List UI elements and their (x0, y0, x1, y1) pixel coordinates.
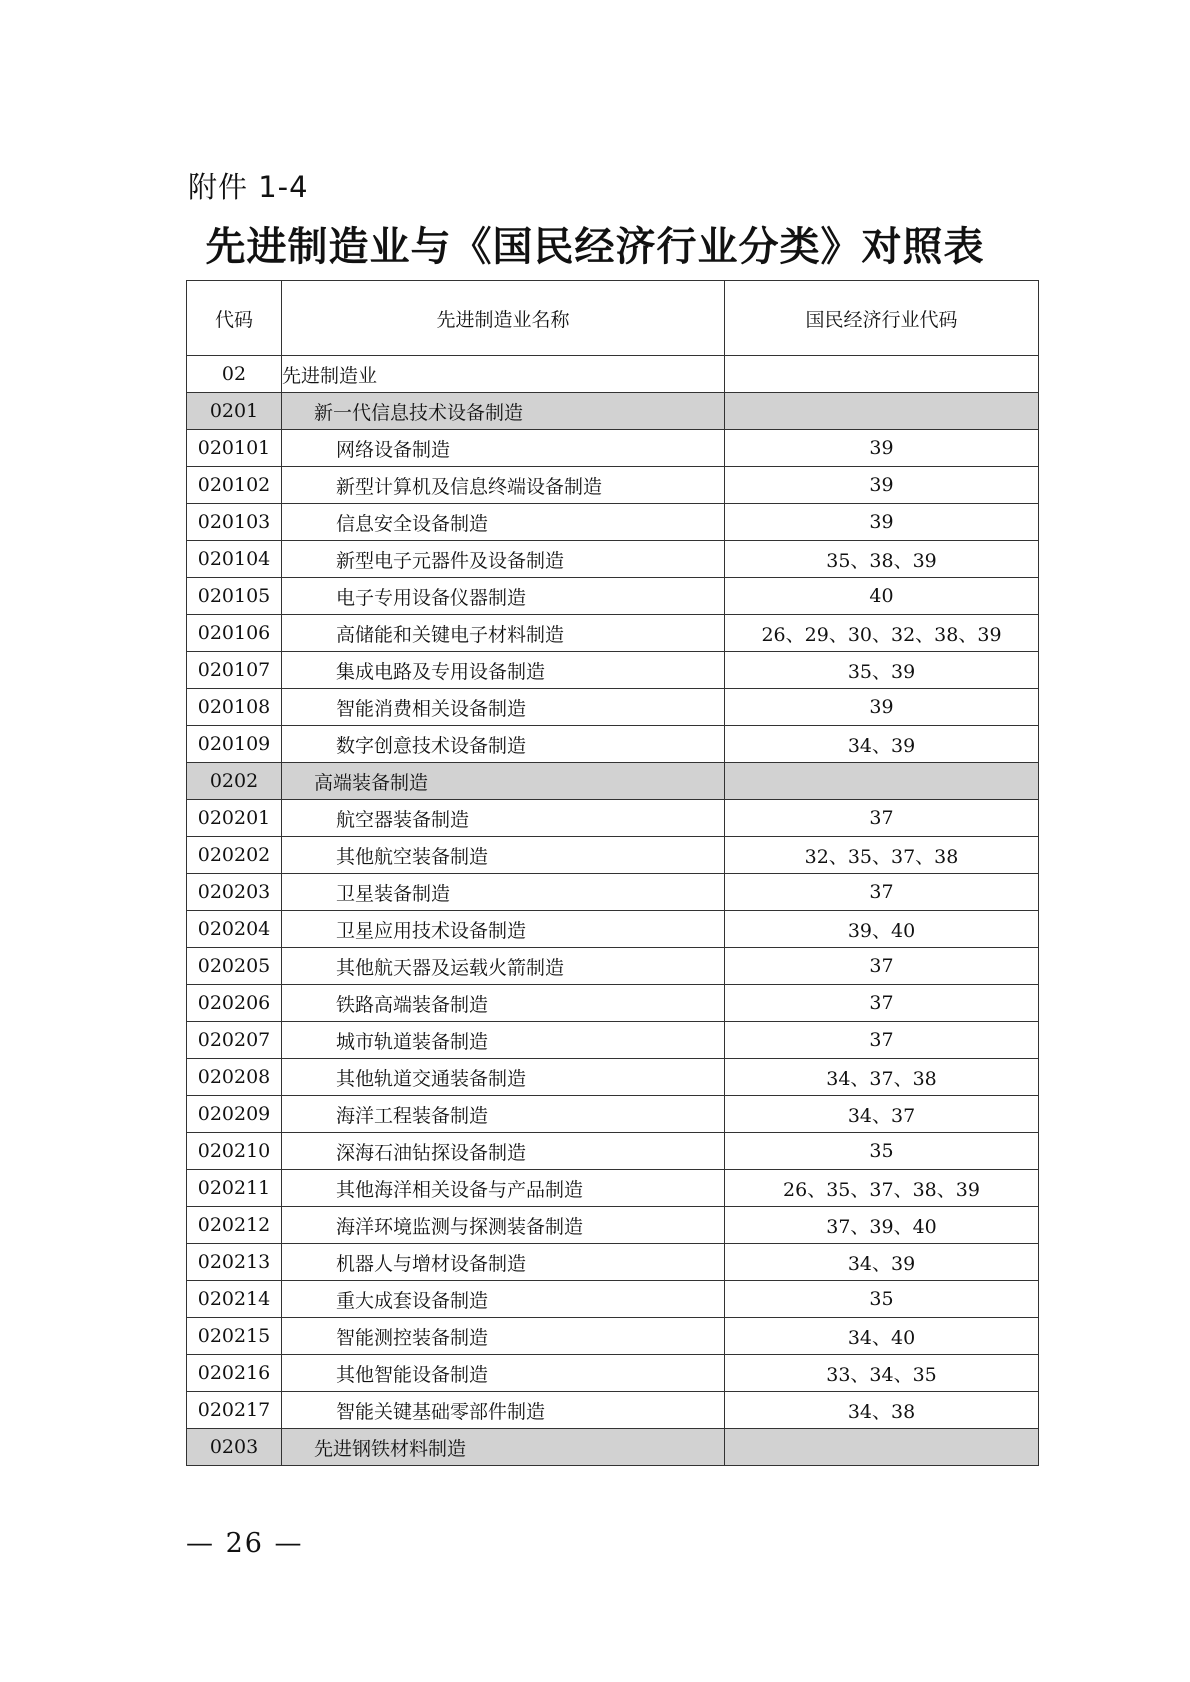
name-cell: 智能关键基础零部件制造 (282, 1392, 725, 1429)
name-cell: 信息安全设备制造 (282, 504, 725, 541)
industry-code-cell: 34、38 (725, 1392, 1039, 1429)
name-cell: 铁路高端装备制造 (282, 985, 725, 1022)
table-row (187, 504, 1039, 541)
industry-code-cell: 32、35、37、38 (725, 837, 1039, 874)
name-cell: 机器人与增材设备制造 (282, 1244, 725, 1281)
name-cell: 电子专用设备仪器制造 (282, 578, 725, 615)
industry-code-cell: 35 (725, 1281, 1039, 1318)
industry-code-cell: 35、39 (725, 652, 1039, 689)
industry-code-cell: 37 (725, 948, 1039, 985)
code-cell: 020205 (187, 948, 282, 985)
code-cell: 020207 (187, 1022, 282, 1059)
industry-code-cell: 33、34、35 (725, 1355, 1039, 1392)
table-row (187, 1170, 1039, 1207)
industry-code-cell (725, 763, 1039, 800)
header-name: 先进制造业名称 (282, 281, 725, 356)
header-industry-code: 国民经济行业代码 (725, 281, 1039, 356)
name-cell: 智能测控装备制造 (282, 1318, 725, 1355)
industry-code-cell: 34、39 (725, 1244, 1039, 1281)
name-cell: 智能消费相关设备制造 (282, 689, 725, 726)
industry-code-cell: 39、40 (725, 911, 1039, 948)
name-cell: 网络设备制造 (282, 430, 725, 467)
table-row (187, 652, 1039, 689)
industry-code-cell: 35、38、39 (725, 541, 1039, 578)
page-number: — 26 — (186, 1528, 304, 1559)
industry-code-cell: 39 (725, 504, 1039, 541)
industry-code-cell: 37、39、40 (725, 1207, 1039, 1244)
name-cell: 集成电路及专用设备制造 (282, 652, 725, 689)
attachment-label: 附件 1-4 (188, 170, 309, 204)
code-cell: 020209 (187, 1096, 282, 1133)
name-cell: 海洋工程装备制造 (282, 1096, 725, 1133)
table-row (187, 874, 1039, 911)
industry-code-cell (725, 393, 1039, 430)
code-cell: 020214 (187, 1281, 282, 1318)
code-cell: 020109 (187, 726, 282, 763)
table-row (187, 837, 1039, 874)
name-cell: 先进钢铁材料制造 (282, 1429, 725, 1466)
industry-code-cell (725, 356, 1039, 393)
code-cell: 020101 (187, 430, 282, 467)
code-cell: 020206 (187, 985, 282, 1022)
name-cell: 先进制造业 (282, 356, 725, 393)
industry-code-cell: 26、35、37、38、39 (725, 1170, 1039, 1207)
category-row (187, 763, 1039, 800)
table-row (187, 985, 1039, 1022)
industry-code-cell: 37 (725, 874, 1039, 911)
name-cell: 城市轨道装备制造 (282, 1022, 725, 1059)
code-cell: 020204 (187, 911, 282, 948)
code-cell: 020106 (187, 615, 282, 652)
code-cell: 020203 (187, 874, 282, 911)
code-cell: 020107 (187, 652, 282, 689)
table-row (187, 1355, 1039, 1392)
table-header-row (187, 281, 1039, 356)
industry-code-cell: 35 (725, 1133, 1039, 1170)
industry-code-cell: 34、37 (725, 1096, 1039, 1133)
code-cell: 020102 (187, 467, 282, 504)
name-cell: 其他智能设备制造 (282, 1355, 725, 1392)
name-cell: 其他航空装备制造 (282, 837, 725, 874)
industry-code-cell: 34、40 (725, 1318, 1039, 1355)
table-row (187, 467, 1039, 504)
name-cell: 高储能和关键电子材料制造 (282, 615, 725, 652)
code-cell: 020210 (187, 1133, 282, 1170)
industry-code-cell: 39 (725, 689, 1039, 726)
code-cell: 020212 (187, 1207, 282, 1244)
name-cell: 海洋环境监测与探测装备制造 (282, 1207, 725, 1244)
code-cell: 0201 (187, 393, 282, 430)
name-cell: 其他海洋相关设备与产品制造 (282, 1170, 725, 1207)
code-cell: 020213 (187, 1244, 282, 1281)
classification-table (186, 280, 1039, 1466)
name-cell: 深海石油钻探设备制造 (282, 1133, 725, 1170)
name-cell: 卫星装备制造 (282, 874, 725, 911)
code-cell: 0203 (187, 1429, 282, 1466)
code-cell: 020215 (187, 1318, 282, 1355)
code-cell: 020105 (187, 578, 282, 615)
name-cell: 其他轨道交通装备制造 (282, 1059, 725, 1096)
code-cell: 02 (187, 356, 282, 393)
table-row (187, 1318, 1039, 1355)
industry-code-cell: 37 (725, 800, 1039, 837)
name-cell: 新一代信息技术设备制造 (282, 393, 725, 430)
table-row (187, 430, 1039, 467)
table-row (187, 948, 1039, 985)
table-row (187, 541, 1039, 578)
table-row (187, 911, 1039, 948)
table-row (187, 1059, 1039, 1096)
table-row (187, 578, 1039, 615)
document-title: 先进制造业与《国民经济行业分类》对照表 (205, 224, 985, 270)
name-cell: 卫星应用技术设备制造 (282, 911, 725, 948)
name-cell: 新型计算机及信息终端设备制造 (282, 467, 725, 504)
table-row (187, 1281, 1039, 1318)
name-cell: 高端装备制造 (282, 763, 725, 800)
name-cell: 新型电子元器件及设备制造 (282, 541, 725, 578)
table-row (187, 1096, 1039, 1133)
code-cell: 020108 (187, 689, 282, 726)
table-row (187, 800, 1039, 837)
code-cell: 020201 (187, 800, 282, 837)
code-cell: 020103 (187, 504, 282, 541)
code-cell: 020211 (187, 1170, 282, 1207)
header-code: 代码 (187, 281, 282, 356)
code-cell: 020202 (187, 837, 282, 874)
table-row (187, 1133, 1039, 1170)
name-cell: 其他航天器及运载火箭制造 (282, 948, 725, 985)
name-cell: 航空器装备制造 (282, 800, 725, 837)
industry-code-cell: 39 (725, 430, 1039, 467)
code-cell: 020104 (187, 541, 282, 578)
table-body (187, 356, 1039, 1466)
industry-code-cell: 26、29、30、32、38、39 (725, 615, 1039, 652)
code-cell: 0202 (187, 763, 282, 800)
table-row (187, 1207, 1039, 1244)
code-cell: 020216 (187, 1355, 282, 1392)
category-row (187, 1429, 1039, 1466)
table-row (187, 1022, 1039, 1059)
table-row (187, 726, 1039, 763)
industry-code-cell: 37 (725, 1022, 1039, 1059)
industry-code-cell: 34、39 (725, 726, 1039, 763)
industry-code-cell: 39 (725, 467, 1039, 504)
category-row (187, 393, 1039, 430)
table-row (187, 1392, 1039, 1429)
industry-code-cell: 40 (725, 578, 1039, 615)
name-cell: 重大成套设备制造 (282, 1281, 725, 1318)
industry-code-cell: 37 (725, 985, 1039, 1022)
table-row (187, 615, 1039, 652)
name-cell: 数字创意技术设备制造 (282, 726, 725, 763)
table-row (187, 689, 1039, 726)
industry-code-cell: 34、37、38 (725, 1059, 1039, 1096)
code-cell: 020217 (187, 1392, 282, 1429)
code-cell: 020208 (187, 1059, 282, 1096)
industry-code-cell (725, 1429, 1039, 1466)
table-row (187, 1244, 1039, 1281)
table-row (187, 356, 1039, 393)
